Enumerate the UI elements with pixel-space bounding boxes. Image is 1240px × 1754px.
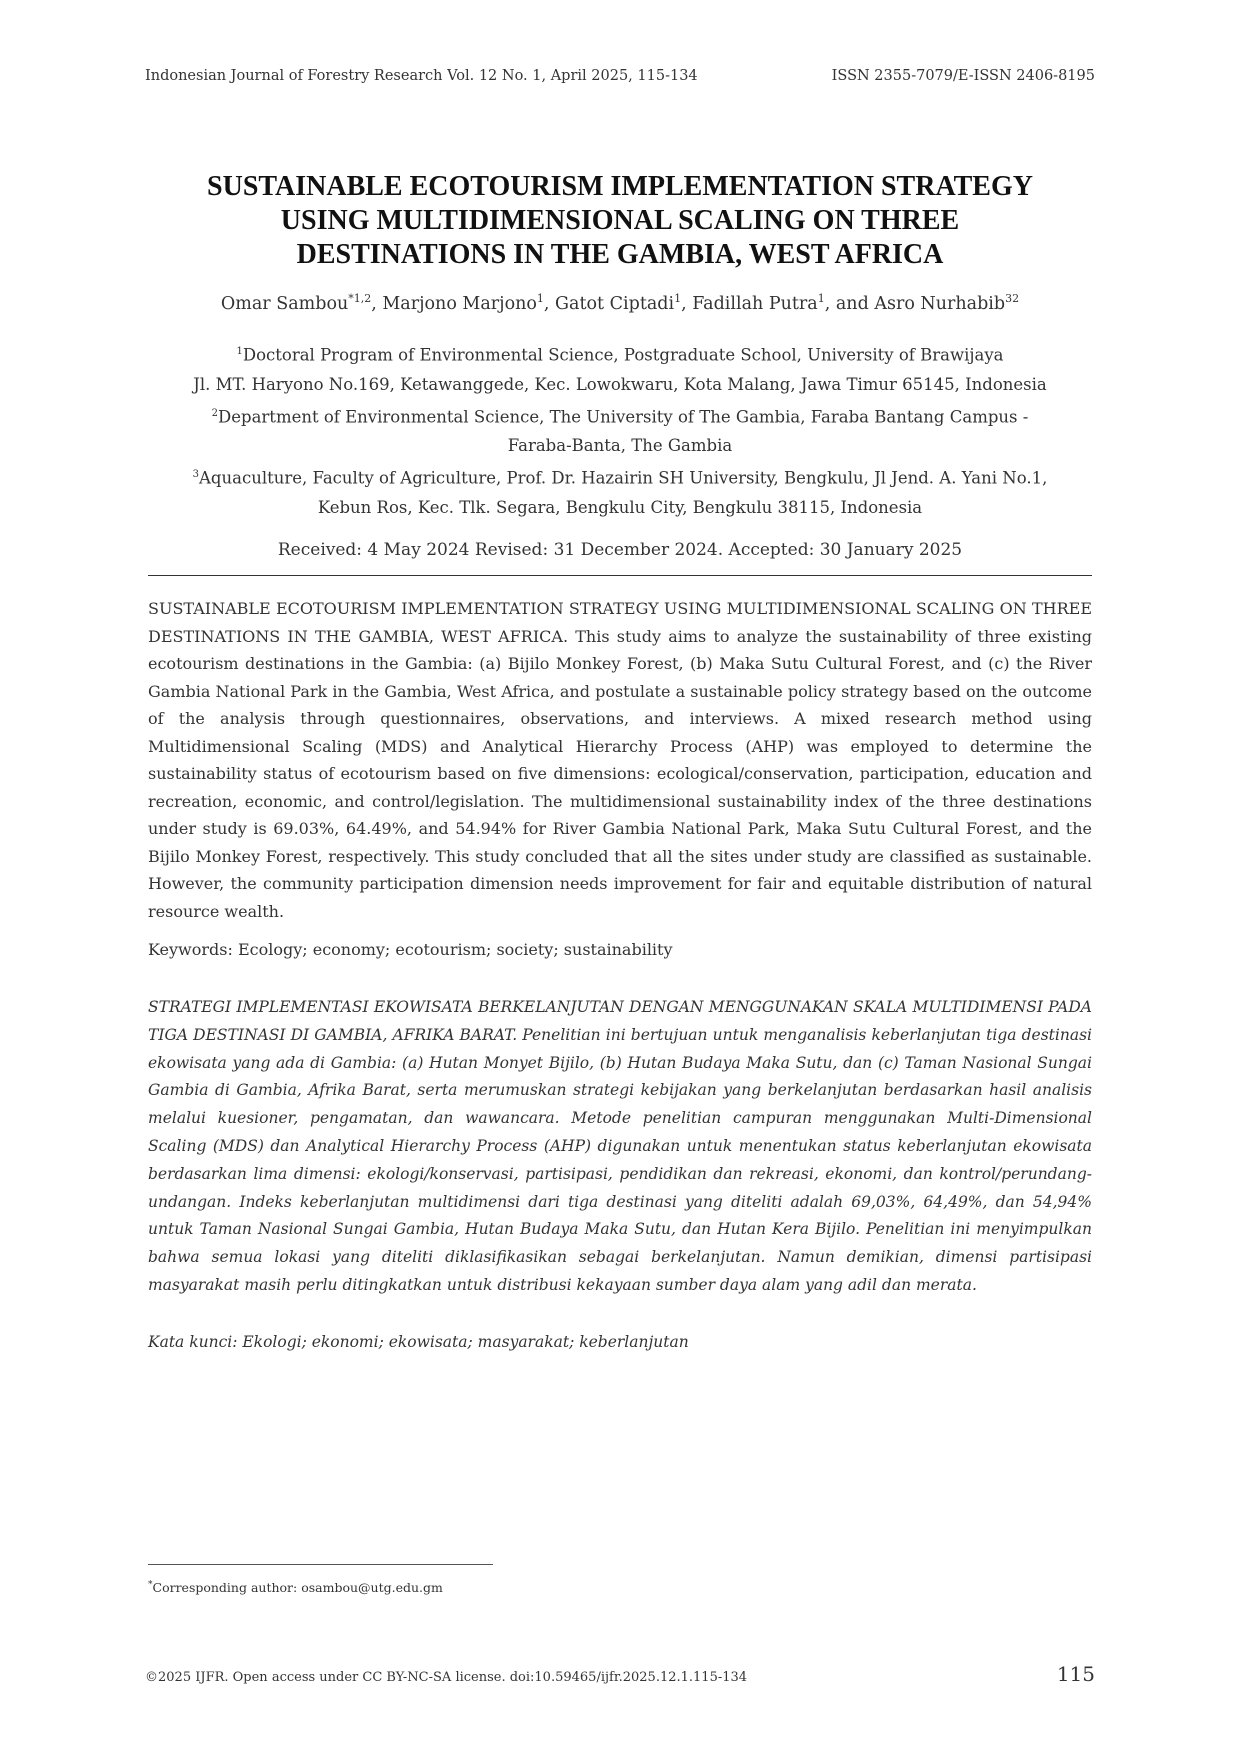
page-number: 115 — [1056, 1662, 1095, 1686]
affiliation-line — [140, 337, 1100, 370]
author-affiliation-mark: 1 — [674, 292, 682, 305]
author-affiliation-mark: *1,2 — [348, 292, 372, 305]
author-name: , Gatot Ciptadi — [543, 293, 675, 314]
footnote — [148, 1580, 443, 1595]
affiliation-line: Jl. MT. Haryono No.169, Ketawanggede, Kec. Lowokwaru, Kota Malang, Jawa Timur 65145, Indonesia — [193, 374, 1047, 394]
affiliation-mark: 3 — [192, 469, 200, 480]
journal-citation: Indonesian Journal of Forestry Research Vol. 12 No. 1, April 2025, 115-134 — [145, 68, 698, 84]
submission-dates: Received: 4 May 2024 Revised: 31 December 2024. Accepted: 30 January 2025 — [277, 540, 963, 560]
author-name: , and Asro Nurhabib — [824, 293, 1006, 314]
affiliation-mark: 2 — [211, 407, 219, 419]
abstract-english: SUSTAINABLE ECOTOURISM IMPLEMENTATION STRATEGY USING MULTIDIMENSIONAL SCALING ON THREE DESTINATIONS IN THE GAMBIA, WEST AFRICA. This study aims to analyze the sustainability of three existing ecotourism destinations in the Gambia: (a) Bijilo Monkey Forest, (b) Maka Sutu Cultural Forest, and (c) the River Gambia National Park in the Gambia, West Africa, and postulate a sustainable policy strategy based on the outcome of the analysis through questionnaires, observations, and interviews. A mixed research method using Multidimensional Scaling (MDS) and Analytical Hierarchy Process (AHP) was employed to determine the sustainability status of ecotourism based on five dimensions: ecological/conservation, participation, education and recreation, economic, and control/legislation. The multidimensional sustainability index of the three destinations under study is 69.03%, 64.49%, and 54.94% for River Gambia National Park, Maka Sutu Cultural Forest, and the Bijilo Monkey Forest, respectively. This study concluded that all the sites under study are classified as sustainable. However, the community participation dimension needs improvement for fair and equitable distribution of natural resource wealth. — [148, 599, 1092, 921]
title-line: USING MULTIDIMENSIONAL SCALING ON THREE — [280, 205, 960, 236]
affiliation-text: Doctoral Program of Environmental Science, Postgraduate School, University of Brawijaya — [242, 345, 1004, 365]
page-footer — [145, 1662, 1095, 1686]
author-name: Omar Sambou — [220, 293, 349, 314]
footnote-text: Corresponding author: osambou@utg.edu.gm — [152, 1580, 443, 1596]
affiliation-line: Faraba-Banta, The Gambia — [507, 436, 733, 455]
affiliation-line — [140, 399, 1100, 432]
affiliation-text: Department of Environmental Science, The University of The Gambia, Faraba Bantang Campus - — [218, 407, 1029, 426]
affiliations — [140, 337, 1100, 522]
divider — [148, 575, 1092, 576]
paper-title — [150, 170, 1090, 272]
keywords-english: Keywords: Ecology; economy; ecotourism; society; sustainability — [148, 940, 673, 959]
author-list — [140, 292, 1100, 314]
author-name: , Marjono Marjono — [371, 293, 537, 314]
author-affiliation-mark: 1 — [817, 292, 825, 305]
affiliation-text: Aquaculture, Faculty of Agriculture, Prof. Dr. Hazairin SH University, Bengkulu, Jl Jend. A. Yani No.1, — [199, 468, 1048, 488]
author-name: , Fadillah Putra — [681, 293, 818, 314]
title-line: SUSTAINABLE ECOTOURISM IMPLEMENTATION STRATEGY — [207, 171, 1033, 202]
affiliation-mark: 1 — [236, 346, 243, 357]
footnote-divider — [148, 1564, 493, 1565]
author-affiliation-mark: 32 — [1005, 292, 1020, 305]
title-line: DESTINATIONS IN THE GAMBIA, WEST AFRICA — [296, 239, 944, 270]
license-doi: ©2025 IJFR. Open access under CC BY-NC-SA license. doi:10.59465/ijfr.2025.12.1.115-134 — [145, 1670, 748, 1685]
running-header — [145, 68, 1095, 84]
issn: ISSN 2355-7079/E-ISSN 2406-8195 — [831, 68, 1095, 84]
author-affiliation-mark: 1 — [536, 292, 544, 305]
affiliation-line — [140, 460, 1100, 493]
footnote-mark: * — [148, 1580, 153, 1590]
affiliation-line: Kebun Ros, Kec. Tlk. Segara, Bengkulu City, Bengkulu 38115, Indonesia — [317, 497, 923, 517]
keywords-indonesian: Kata kunci: Ekologi; ekonomi; ekowisata; masyarakat; keberlanjutan — [148, 1333, 689, 1351]
abstract-indonesian: STRATEGI IMPLEMENTASI EKOWISATA BERKELANJUTAN DENGAN MENGGUNAKAN SKALA MULTIDIMENSI PADA TIGA DESTINASI DI GAMBIA, AFRIKA BARAT. Penelitian ini bertujuan untuk menganalisis keberlanjutan tiga destinasi ekowisata yang ada di Gambia: (a) Hutan Monyet Bijilo, (b) Hutan Budaya Maka Sutu, dan (c) Taman Nasional Sungai Gambia di Gambia, Afrika Barat, serta merumuskan strategi kebijakan yang berkelanjutan berdasarkan hasil analisis melalui kuesioner, pengamatan, dan wawancara. Metode penelitian campuran menggunakan Multi-Dimensional Scaling (MDS) dan Analytical Hierarchy Process (AHP) digunakan untuk menentukan status keberlanjutan ekowisata berdasarkan lima dimensi: ekologi/konservasi, partisipasi, pendidikan dan rekreasi, ekonomi, dan kontrol/perundang-undangan. Indeks keberlanjutan multidimensi dari tiga destinasi yang diteliti adalah 69,03%, 64,49%, dan 54,94% untuk Taman Nasional Sungai Gambia, Hutan Budaya Maka Sutu, dan Hutan Kera Bijilo. Penelitian ini menyimpulkan bahwa semua lokasi yang diteliti diklasifikasikan sebagai berkelanjutan. Namun demikian, dimensi partisipasi masyarakat masih perlu ditingkatkan untuk distribusi kekayaan sumber daya alam yang adil dan merata. — [148, 998, 1092, 1294]
